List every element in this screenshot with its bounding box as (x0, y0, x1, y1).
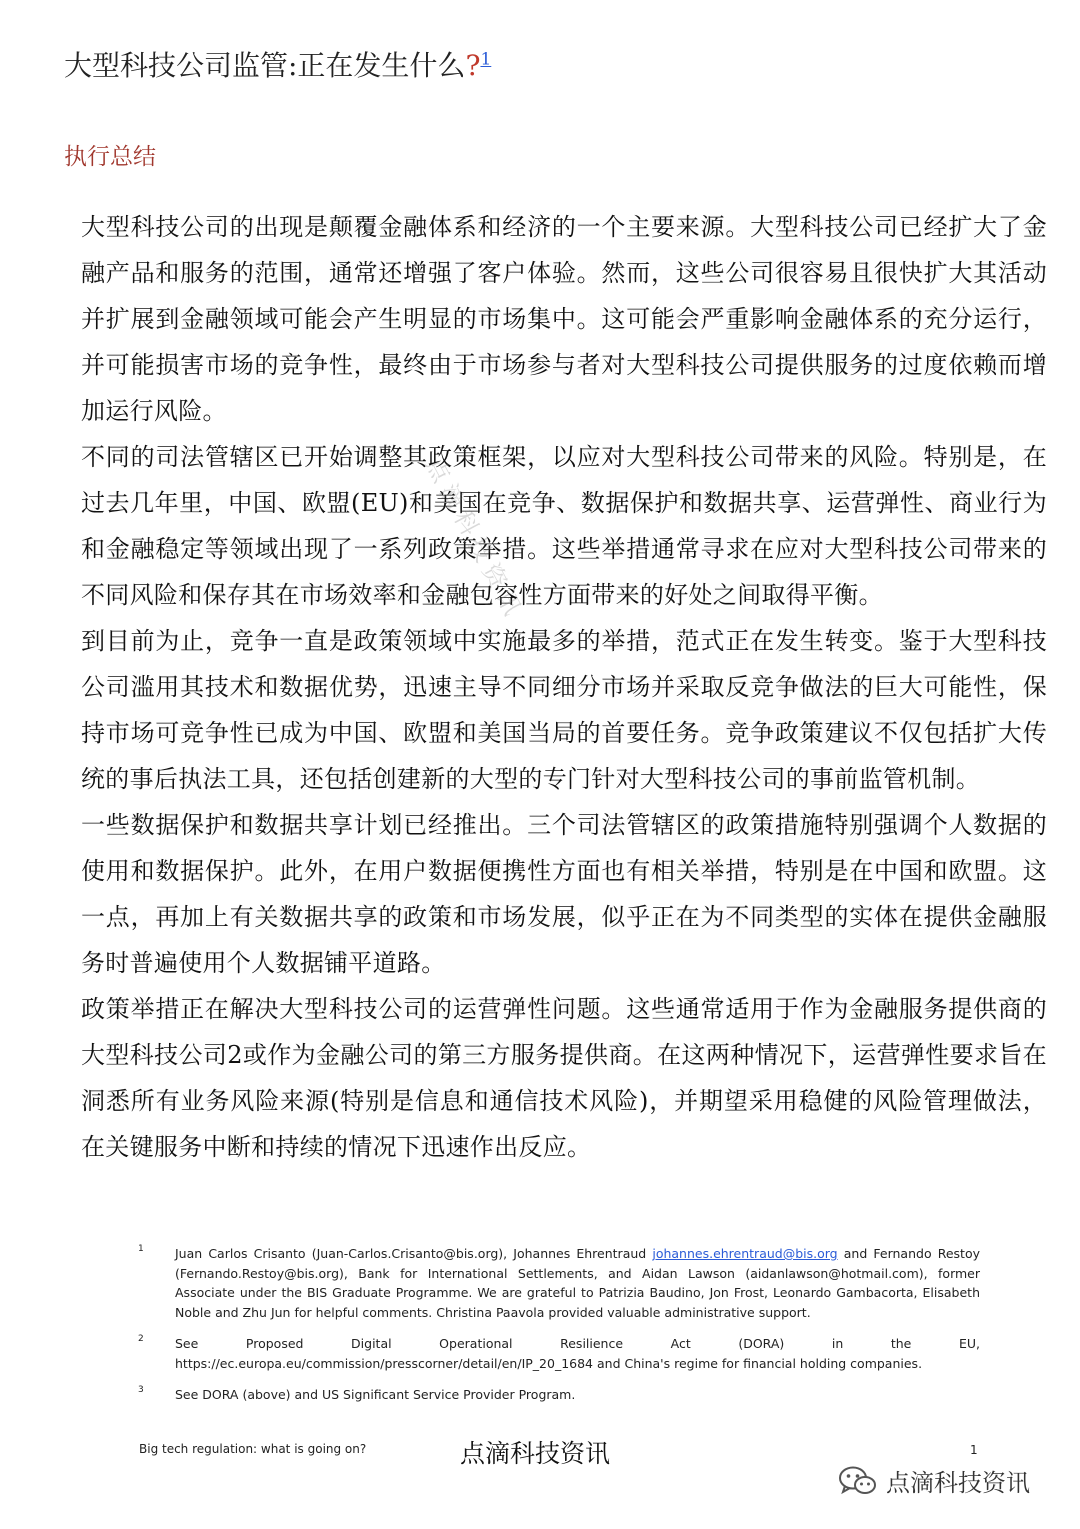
wechat-icon (838, 1465, 878, 1497)
brand-watermark (838, 1463, 1030, 1498)
footnote-text: See DORA (above) and US Significant Service Provider Program. (175, 1387, 576, 1402)
footnote-1 (138, 1244, 980, 1322)
footnote-3 (138, 1385, 980, 1405)
footer-watermark-text: 点滴科技资讯 (460, 1439, 611, 1468)
footnote-text: and Fernando Restoy (Fernando.Restoy@bis.org), Bank for International Settlements, and Aidan Lawson (aidanlawson@hotmail.com), former Associate under the BIS Graduate Programme. We are grateful to Patrizia Baudino, Jon Frost, Leonardo Gambacorta, Elisabeth Noble and Zhu Jun for helpful comments. Christina Paavola provided valuable administrative support. (175, 1246, 980, 1320)
paragraph: 政策举措正在解决大型科技公司的运营弹性问题。这些通常适用于作为金融服务提供商的大型科技公司2或作为金融公司的第三方服务提供商。在这两种情况下，运营弹性要求旨在洞悉所有业务风险来源(特别是信息和通信技术风险)，并期望采用稳健的风险管理做法，在关键服务中断和持续的情况下迅速作出反应。 (81, 995, 1047, 1161)
footnote-number: 2 (138, 1334, 144, 1344)
paragraph: 一些数据保护和数据共享计划已经推出。三个司法管辖区的政策措施特别强调个人数据的使用和数据保护。此外，在用户数据便携性方面也有相关举措，特别是在中国和欧盟。这一点，再加上有关数据共享的政策和市场发展，似乎正在为不同类型的实体在提供金融服务时普遍使用个人数据铺平道路。 (81, 811, 1047, 977)
brand-text: 点滴科技资讯 (886, 1469, 1030, 1497)
page-number: 1 (970, 1443, 978, 1457)
footnote-text: Juan Carlos Crisanto (Juan-Carlos.Crisanto@bis.org), Johannes Ehrentraud (175, 1246, 653, 1261)
footnote-2 (138, 1334, 980, 1373)
paragraph: 大型科技公司的出现是颠覆金融体系和经济的一个主要来源。大型科技公司已经扩大了金融产品和服务的范围，通常还增强了客户体验。然而，这些公司很容易且很快扩大其活动并扩展到金融领域可能会产生明显的市场集中。这可能会严重影响金融体系的充分运行，并可能损害市场的竞争性，最终由于市场参与者对大型科技公司提供服务的过度依赖而增加运行风险。 (81, 213, 1047, 425)
footnote-text: See Proposed Digital Operational Resilience Act (DORA) in the EU, https://ec.europa.eu/commission/presscorner/detail/en/IP_20_1684 and China's regime for financial holding companies. (175, 1336, 980, 1371)
footnote-number: 1 (138, 1244, 144, 1254)
paragraph: 不同的司法管辖区已开始调整其政策框架，以应对大型科技公司带来的风险。特别是，在过去几年里，中国、欧盟(EU)和美国在竞争、数据保护和数据共享、运营弹性、商业行为和金融稳定等领域出现了一系列政策举措。这些举措通常寻求在应对大型科技公司带来的不同风险和保存其在市场效率和金融包容性方面带来的好处之间取得平衡。 (81, 443, 1047, 609)
title-question-mark: ? (465, 49, 481, 82)
footer-running-title: Big tech regulation: what is going on? (139, 1442, 367, 1456)
diagonal-watermark: 点滴科技资讯 (419, 452, 530, 625)
footnotes (138, 1244, 980, 1417)
title-text: 大型科技公司监管:正在发生什么 (64, 49, 466, 82)
title-footnote-ref[interactable]: 1 (480, 49, 492, 70)
footnote-number: 3 (138, 1385, 144, 1395)
section-heading: 执行总结 (64, 144, 156, 170)
footnote-email-link[interactable]: johannes.ehrentraud@bis.org (652, 1246, 838, 1261)
body-text (81, 204, 1047, 1170)
page-title (64, 44, 491, 84)
paragraph: 到目前为止，竞争一直是政策领域中实施最多的举措，范式正在发生转变。鉴于大型科技公司滥用其技术和数据优势，迅速主导不同细分市场并采取反竞争做法的巨大可能性，保持市场可竞争性已成为中国、欧盟和美国当局的首要任务。竞争政策建议不仅包括扩大传统的事后执法工具，还包括创建新的大型的专门针对大型科技公司的事前监管机制。 (81, 627, 1047, 793)
